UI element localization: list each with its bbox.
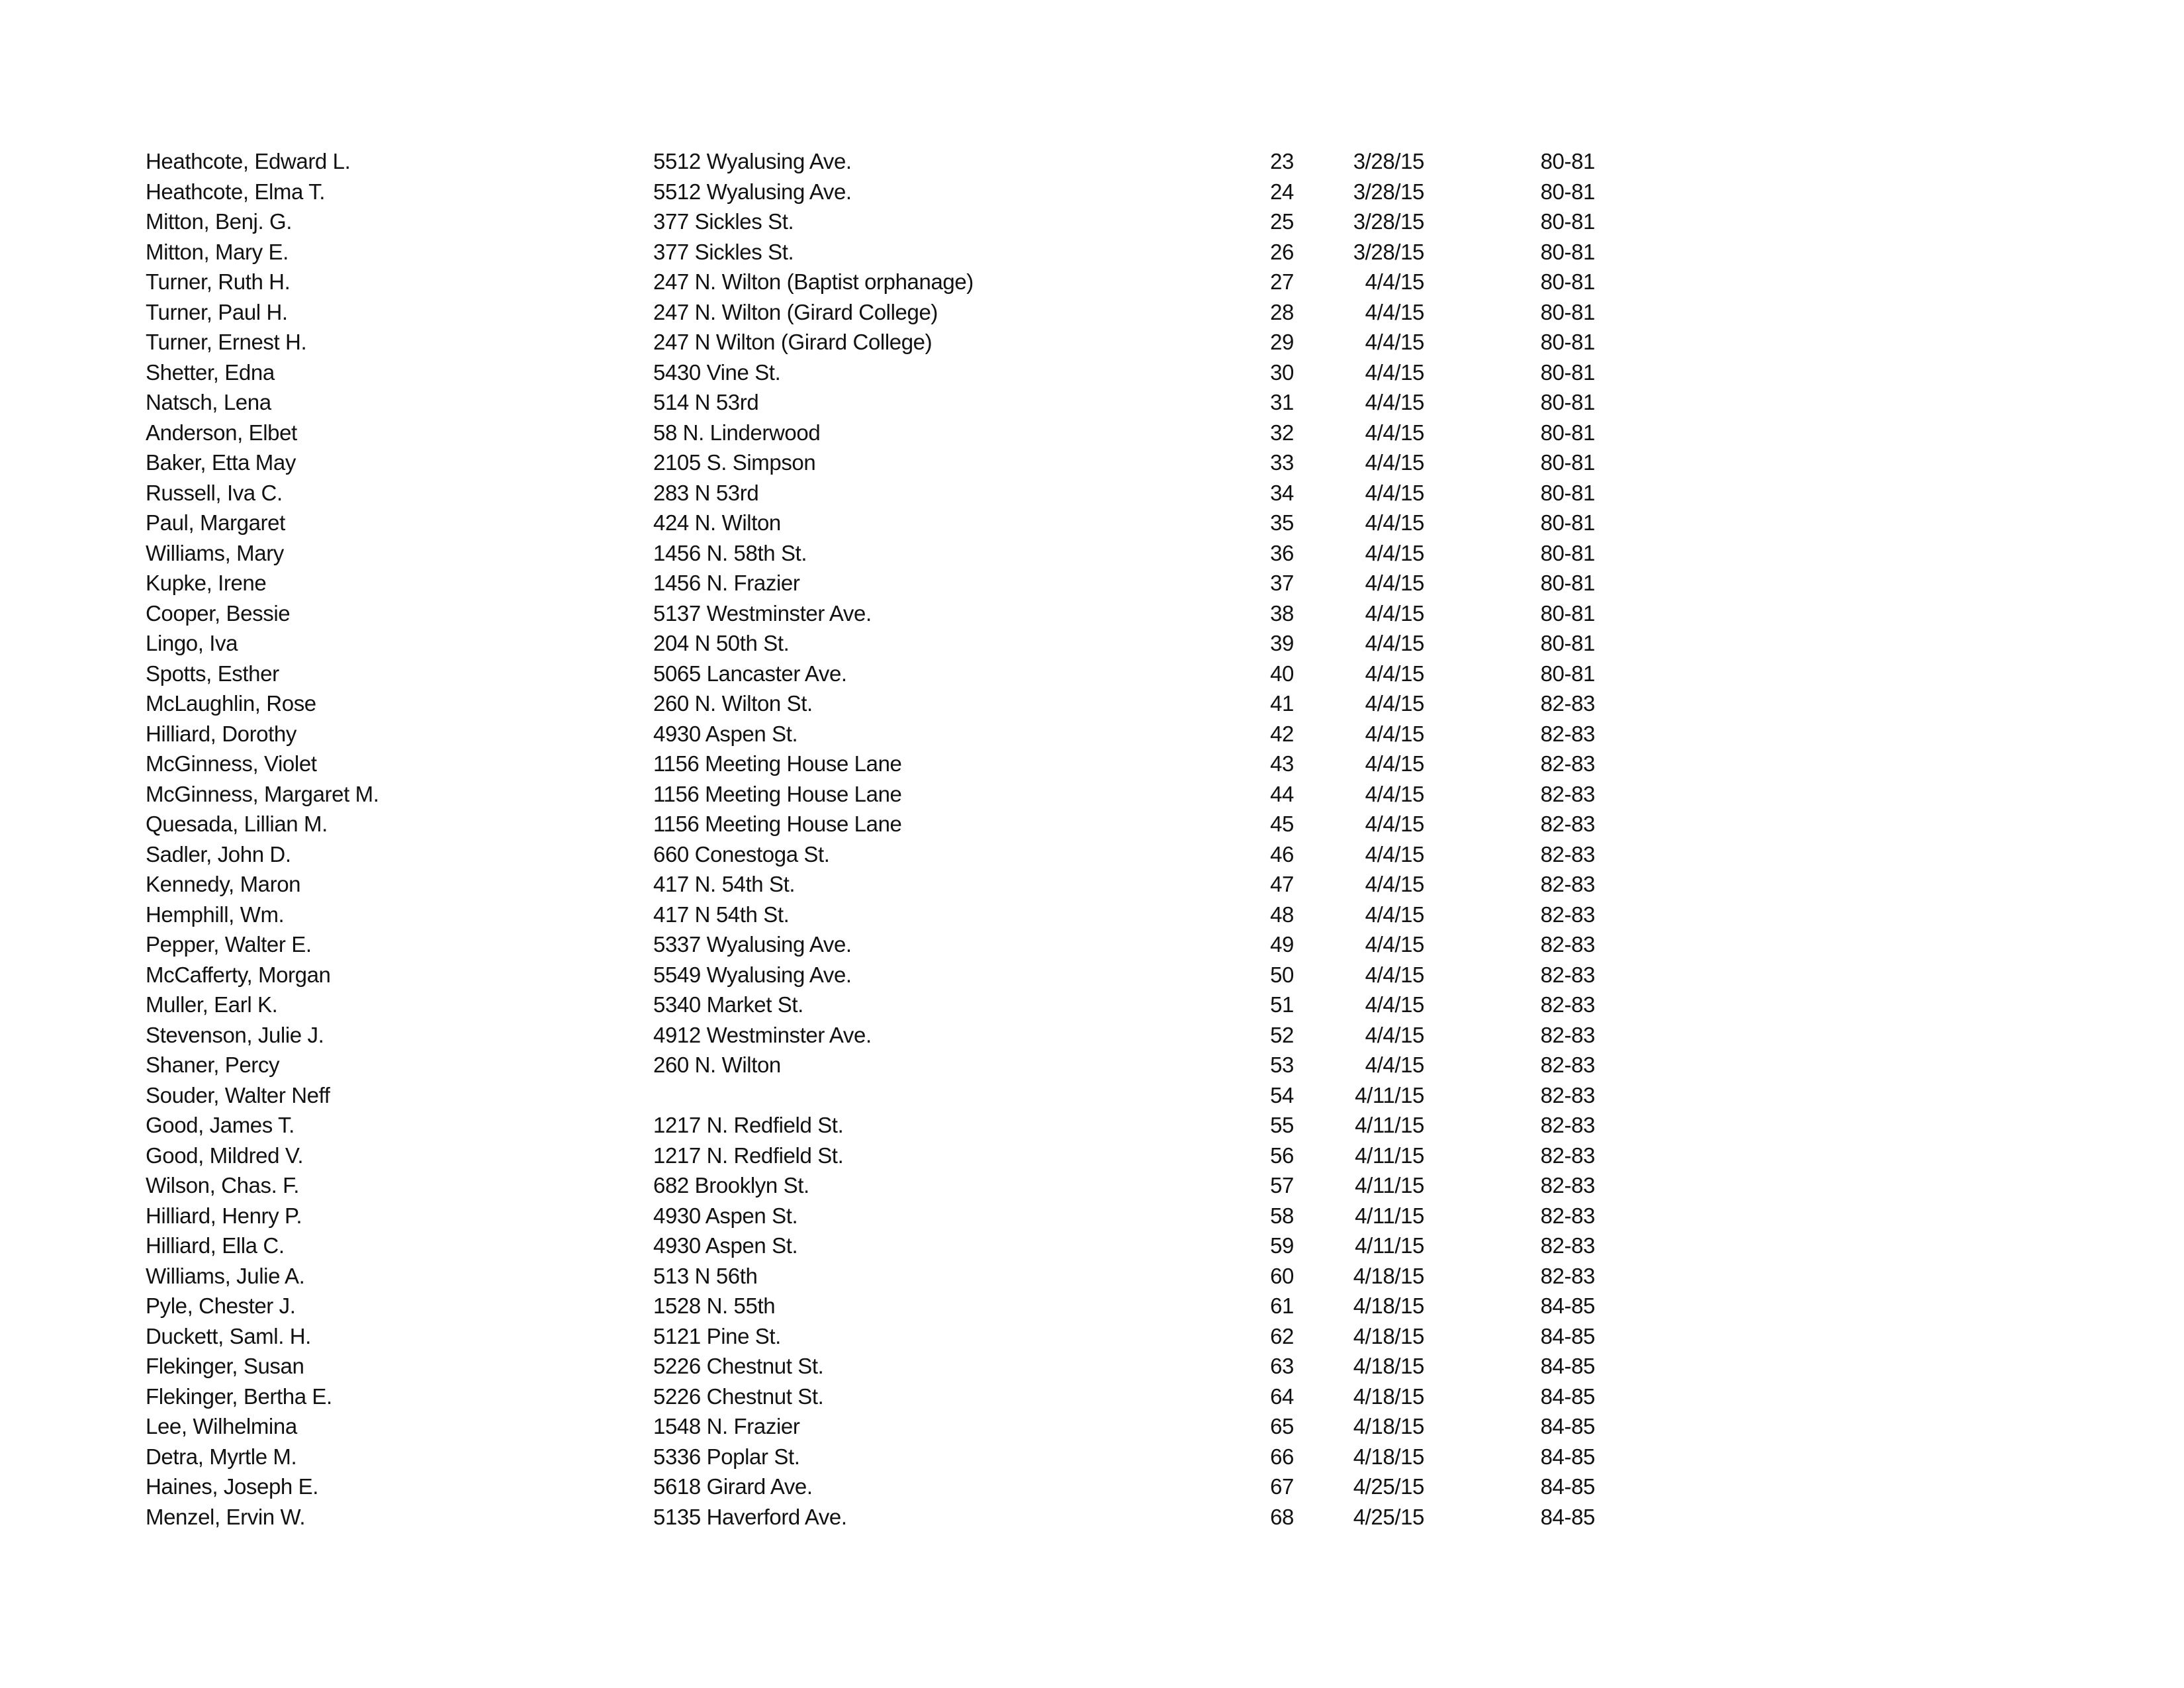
page-range: 80-81 (1540, 330, 1595, 354)
member-address: 5226 Chestnut St. (653, 1354, 824, 1378)
member-name: Russell, Iva C. (146, 480, 283, 505)
entry-date: 4/4/15 (1365, 841, 1424, 867)
member-address: 513 N 56th (653, 1263, 758, 1288)
page-range: 82-83 (1540, 872, 1595, 896)
member-name: Detra, Myrtle M. (146, 1444, 297, 1469)
entry-date: 4/4/15 (1365, 571, 1424, 595)
page-range: 82-83 (1540, 1263, 1595, 1288)
table-row (0, 447, 1595, 478)
page-range: 80-81 (1540, 239, 1595, 264)
entry-number: 29 (1270, 330, 1294, 354)
member-name: Cooper, Bessie (146, 600, 291, 626)
entry-date: 4/4/15 (1365, 299, 1424, 324)
entry-number: 44 (1270, 781, 1294, 806)
member-name: Sadler, John D. (146, 841, 291, 867)
member-name: Shetter, Edna (146, 359, 275, 385)
entry-date: 4/4/15 (1365, 781, 1424, 806)
table-row (0, 659, 1595, 689)
entry-date: 4/4/15 (1365, 420, 1424, 445)
member-name: Pyle, Chester J. (146, 1293, 296, 1318)
member-address: 283 N 53rd (653, 480, 759, 505)
entry-date: 4/4/15 (1365, 269, 1424, 294)
member-address: 1456 N. Frazier (653, 571, 800, 595)
table-row (0, 839, 1595, 870)
table-row (0, 1442, 1595, 1472)
page-range: 80-81 (1540, 631, 1595, 655)
entry-date: 4/4/15 (1365, 721, 1424, 746)
entry-number: 62 (1270, 1323, 1294, 1348)
member-name: Mitton, Mary E. (146, 239, 289, 264)
member-name: Heathcote, Elma T. (146, 179, 325, 204)
entry-number: 38 (1270, 600, 1294, 626)
page-range: 82-83 (1540, 1082, 1595, 1107)
table-row (0, 1201, 1595, 1231)
member-address: 5430 Vine St. (653, 359, 781, 385)
member-name: Williams, Mary (146, 540, 284, 565)
table-row (0, 1382, 1595, 1412)
member-address: 5340 Market St. (653, 992, 803, 1017)
member-name: McLaughlin, Rose (146, 691, 316, 716)
member-name: Turner, Ruth H. (146, 269, 291, 294)
member-address: 1217 N. Redfield St. (653, 1113, 844, 1137)
entry-date: 4/11/15 (1355, 1113, 1424, 1137)
member-name: Lee, Wilhelmina (146, 1414, 297, 1438)
table-row (0, 478, 1595, 508)
entry-date: 3/28/15 (1353, 239, 1424, 264)
table-row (0, 1261, 1595, 1291)
table-row (0, 900, 1595, 930)
table-row (0, 628, 1595, 659)
page-range: 82-83 (1540, 1143, 1595, 1168)
page-range: 80-81 (1540, 179, 1595, 204)
member-name: Souder, Walter Neff (146, 1082, 330, 1107)
entry-number: 61 (1270, 1293, 1294, 1318)
page-range: 82-83 (1540, 721, 1595, 746)
table-row (0, 1291, 1595, 1321)
entry-number: 23 (1270, 149, 1294, 173)
entry-number: 26 (1270, 239, 1294, 264)
page-range: 82-83 (1540, 691, 1595, 716)
member-name: Turner, Ernest H. (146, 330, 307, 354)
member-name: Spotts, Esther (146, 661, 279, 686)
entry-number: 57 (1270, 1173, 1294, 1197)
table-row (0, 327, 1595, 357)
records-table (0, 146, 1595, 1532)
member-name: Flekinger, Bertha E. (146, 1383, 332, 1409)
entry-number: 55 (1270, 1113, 1294, 1137)
member-name: Menzel, Ervin W. (146, 1504, 306, 1529)
member-address: 1156 Meeting House Lane (653, 781, 902, 806)
entry-number: 50 (1270, 962, 1294, 987)
table-row (0, 779, 1595, 810)
table-row (0, 1110, 1595, 1141)
entry-number: 43 (1270, 751, 1294, 776)
page-range: 82-83 (1540, 1022, 1595, 1047)
member-address: 514 N 53rd (653, 390, 759, 414)
entry-date: 4/18/15 (1353, 1354, 1424, 1378)
table-row (0, 1351, 1595, 1382)
entry-date: 4/4/15 (1365, 1022, 1424, 1047)
table-row (0, 387, 1595, 418)
table-row (0, 1080, 1595, 1111)
entry-date: 4/4/15 (1365, 932, 1424, 957)
page-range: 82-83 (1540, 1053, 1595, 1077)
entry-number: 53 (1270, 1053, 1294, 1077)
entry-number: 67 (1270, 1474, 1294, 1499)
member-address: 204 N 50th St. (653, 631, 790, 655)
page-range: 84-85 (1540, 1323, 1595, 1348)
page-range: 84-85 (1540, 1383, 1595, 1409)
entry-date: 4/4/15 (1365, 751, 1424, 776)
table-row (0, 237, 1595, 267)
entry-number: 58 (1270, 1203, 1294, 1228)
member-address: 5121 Pine St. (653, 1323, 781, 1348)
page-range: 80-81 (1540, 149, 1595, 173)
entry-date: 4/11/15 (1355, 1143, 1424, 1168)
page-range: 82-83 (1540, 1233, 1595, 1258)
member-address: 4912 Westminster Ave. (653, 1022, 872, 1047)
entry-date: 4/4/15 (1365, 631, 1424, 655)
entry-number: 59 (1270, 1233, 1294, 1258)
entry-date: 4/4/15 (1365, 962, 1424, 987)
entry-number: 35 (1270, 510, 1294, 535)
member-address: 247 N. Wilton (Baptist orphanage) (653, 269, 974, 294)
entry-number: 41 (1270, 691, 1294, 716)
table-row (0, 869, 1595, 900)
member-name: Stevenson, Julie J. (146, 1022, 324, 1047)
page-range: 82-83 (1540, 812, 1595, 836)
entry-number: 52 (1270, 1022, 1294, 1047)
member-address: 1217 N. Redfield St. (653, 1143, 844, 1168)
entry-number: 33 (1270, 450, 1294, 475)
entry-date: 4/4/15 (1365, 1053, 1424, 1077)
table-row (0, 568, 1595, 598)
entry-date: 4/11/15 (1355, 1233, 1424, 1258)
entry-date: 4/4/15 (1365, 330, 1424, 354)
member-name: Shaner, Percy (146, 1053, 280, 1077)
member-name: Baker, Etta May (146, 450, 296, 475)
member-address: 377 Sickles St. (653, 209, 794, 234)
member-name: Good, Mildred V. (146, 1143, 304, 1168)
member-address: 5512 Wyalusing Ave. (653, 179, 852, 204)
entry-date: 4/4/15 (1365, 359, 1424, 385)
table-row (0, 207, 1595, 237)
page-range: 80-81 (1540, 540, 1595, 565)
entry-date: 4/4/15 (1365, 691, 1424, 716)
table-row (0, 1411, 1595, 1442)
member-name: Hemphill, Wm. (146, 902, 285, 927)
entry-date: 4/4/15 (1365, 872, 1424, 896)
page-range: 82-83 (1540, 841, 1595, 867)
entry-number: 27 (1270, 269, 1294, 294)
page-range: 80-81 (1540, 450, 1595, 475)
member-name: Haines, Joseph E. (146, 1474, 319, 1499)
entry-number: 42 (1270, 721, 1294, 746)
table-row (0, 177, 1595, 207)
table-row (0, 1472, 1595, 1502)
entry-number: 37 (1270, 571, 1294, 595)
entry-number: 68 (1270, 1504, 1294, 1529)
entry-date: 4/4/15 (1365, 510, 1424, 535)
member-address: 4930 Aspen St. (653, 721, 798, 746)
member-address: 5135 Haverford Ave. (653, 1504, 847, 1529)
member-address: 5065 Lancaster Ave. (653, 661, 847, 686)
page-range: 84-85 (1540, 1354, 1595, 1378)
page-range: 80-81 (1540, 571, 1595, 595)
member-address: 1528 N. 55th (653, 1293, 776, 1318)
page-range: 80-81 (1540, 269, 1595, 294)
table-row (0, 538, 1595, 569)
table-row (0, 1170, 1595, 1201)
entry-number: 51 (1270, 992, 1294, 1017)
member-name: Hilliard, Henry P. (146, 1203, 302, 1228)
table-row (0, 1231, 1595, 1261)
member-name: Duckett, Saml. H. (146, 1323, 311, 1348)
member-address: 5226 Chestnut St. (653, 1383, 824, 1409)
table-row (0, 749, 1595, 779)
member-address: 247 N Wilton (Girard College) (653, 330, 933, 354)
member-address: 5618 Girard Ave. (653, 1474, 813, 1499)
entry-number: 34 (1270, 480, 1294, 505)
table-row (0, 1020, 1595, 1051)
member-name: Paul, Margaret (146, 510, 285, 535)
member-name: Lingo, Iva (146, 631, 238, 655)
entry-date: 4/18/15 (1353, 1263, 1424, 1288)
page-range: 82-83 (1540, 1173, 1595, 1197)
member-address: 247 N. Wilton (Girard College) (653, 299, 938, 324)
table-row (0, 598, 1595, 629)
entry-date: 4/4/15 (1365, 600, 1424, 626)
member-address: 1456 N. 58th St. (653, 540, 807, 565)
page-range: 84-85 (1540, 1444, 1595, 1469)
member-name: Williams, Julie A. (146, 1263, 305, 1288)
table-row (0, 688, 1595, 719)
table-row (0, 418, 1595, 448)
entry-date: 4/4/15 (1365, 992, 1424, 1017)
entry-date: 4/18/15 (1353, 1293, 1424, 1318)
page-range: 84-85 (1540, 1414, 1595, 1438)
page-range: 82-83 (1540, 781, 1595, 806)
member-address: 260 N. Wilton (653, 1053, 781, 1077)
entry-number: 46 (1270, 841, 1294, 867)
member-name: Kupke, Irene (146, 571, 267, 595)
page-range: 84-85 (1540, 1293, 1595, 1318)
member-address: 417 N. 54th St. (653, 872, 796, 896)
member-address: 424 N. Wilton (653, 510, 781, 535)
table-row (0, 357, 1595, 388)
entry-number: 49 (1270, 932, 1294, 957)
entry-number: 66 (1270, 1444, 1294, 1469)
member-address: 417 N 54th St. (653, 902, 790, 927)
page-range: 82-83 (1540, 1203, 1595, 1228)
entry-date: 3/28/15 (1353, 209, 1424, 234)
entry-number: 30 (1270, 359, 1294, 385)
page-range: 80-81 (1540, 299, 1595, 324)
member-name: McGinness, Margaret M. (146, 781, 379, 806)
member-name: Pepper, Walter E. (146, 932, 312, 957)
entry-date: 4/18/15 (1353, 1414, 1424, 1438)
entry-number: 32 (1270, 420, 1294, 445)
entry-number: 65 (1270, 1414, 1294, 1438)
table-row (0, 929, 1595, 960)
member-name: Mitton, Benj. G. (146, 209, 293, 234)
member-address: 5512 Wyalusing Ave. (653, 149, 852, 173)
member-address: 5337 Wyalusing Ave. (653, 932, 852, 957)
entry-date: 4/18/15 (1353, 1323, 1424, 1348)
entry-number: 31 (1270, 390, 1294, 414)
page-range: 82-83 (1540, 962, 1595, 987)
table-row (0, 146, 1595, 177)
entry-number: 48 (1270, 902, 1294, 927)
member-address: 260 N. Wilton St. (653, 691, 813, 716)
table-row (0, 1502, 1595, 1532)
entry-date: 4/4/15 (1365, 450, 1424, 475)
table-row (0, 1141, 1595, 1171)
page-range: 80-81 (1540, 600, 1595, 626)
entry-number: 24 (1270, 179, 1294, 204)
entry-number: 60 (1270, 1263, 1294, 1288)
member-address: 1156 Meeting House Lane (653, 812, 902, 836)
table-row (0, 267, 1595, 297)
table-row (0, 809, 1595, 839)
table-row (0, 719, 1595, 749)
member-address: 1156 Meeting House Lane (653, 751, 902, 776)
page-range: 80-81 (1540, 209, 1595, 234)
page-range: 84-85 (1540, 1504, 1595, 1529)
member-address: 682 Brooklyn St. (653, 1173, 809, 1197)
member-address: 1548 N. Frazier (653, 1414, 800, 1438)
entry-date: 4/4/15 (1365, 902, 1424, 927)
table-row (0, 508, 1595, 538)
member-name: Flekinger, Susan (146, 1354, 304, 1378)
member-address: 4930 Aspen St. (653, 1203, 798, 1228)
page-range: 82-83 (1540, 751, 1595, 776)
member-name: Kennedy, Maron (146, 872, 301, 896)
entry-number: 45 (1270, 812, 1294, 836)
member-address: 2105 S. Simpson (653, 450, 816, 475)
entry-number: 54 (1270, 1082, 1294, 1107)
member-address: 660 Conestoga St. (653, 841, 830, 867)
member-name: Turner, Paul H. (146, 299, 288, 324)
entry-date: 4/4/15 (1365, 540, 1424, 565)
page-range: 80-81 (1540, 390, 1595, 414)
page-range: 80-81 (1540, 480, 1595, 505)
entry-number: 40 (1270, 661, 1294, 686)
member-name: Muller, Earl K. (146, 992, 278, 1017)
page-range: 80-81 (1540, 661, 1595, 686)
member-address: 5336 Poplar St. (653, 1444, 800, 1469)
table-row (0, 297, 1595, 328)
entry-number: 56 (1270, 1143, 1294, 1168)
table-row (0, 960, 1595, 990)
entry-date: 4/4/15 (1365, 812, 1424, 836)
member-address: 377 Sickles St. (653, 239, 794, 264)
entry-number: 64 (1270, 1383, 1294, 1409)
entry-date: 4/4/15 (1365, 480, 1424, 505)
member-address: 58 N. Linderwood (653, 420, 821, 445)
entry-date: 4/18/15 (1353, 1444, 1424, 1469)
entry-date: 4/11/15 (1355, 1082, 1424, 1107)
member-name: McGinness, Violet (146, 751, 317, 776)
member-name: Hilliard, Dorothy (146, 721, 296, 746)
member-name: Quesada, Lillian M. (146, 812, 328, 836)
entry-date: 4/11/15 (1355, 1203, 1424, 1228)
page-range: 80-81 (1540, 359, 1595, 385)
member-address: 5549 Wyalusing Ave. (653, 962, 852, 987)
member-name: Good, James T. (146, 1113, 295, 1137)
member-name: Wilson, Chas. F. (146, 1173, 299, 1197)
entry-number: 36 (1270, 540, 1294, 565)
member-name: Heathcote, Edward L. (146, 149, 351, 173)
entry-date: 4/25/15 (1353, 1504, 1424, 1529)
page-range: 80-81 (1540, 420, 1595, 445)
member-name: McCafferty, Morgan (146, 962, 331, 987)
entry-date: 4/4/15 (1365, 390, 1424, 414)
member-name: Hilliard, Ella C. (146, 1233, 285, 1258)
page-range: 80-81 (1540, 510, 1595, 535)
entry-number: 25 (1270, 209, 1294, 234)
entry-date: 4/25/15 (1353, 1474, 1424, 1499)
member-address (653, 1080, 1150, 1111)
entry-number: 47 (1270, 872, 1294, 896)
table-row (0, 990, 1595, 1020)
page-range: 82-83 (1540, 902, 1595, 927)
entry-date: 3/28/15 (1353, 149, 1424, 173)
page-range: 82-83 (1540, 932, 1595, 957)
member-address: 5137 Westminster Ave. (653, 600, 872, 626)
table-row (0, 1050, 1595, 1080)
page-range: 82-83 (1540, 1113, 1595, 1137)
table-row (0, 1321, 1595, 1352)
member-name: Natsch, Lena (146, 390, 271, 414)
entry-number: 39 (1270, 631, 1294, 655)
entry-number: 28 (1270, 299, 1294, 324)
entry-date: 4/18/15 (1353, 1383, 1424, 1409)
entry-number: 63 (1270, 1354, 1294, 1378)
member-address: 4930 Aspen St. (653, 1233, 798, 1258)
page-range: 82-83 (1540, 992, 1595, 1017)
entry-date: 4/11/15 (1355, 1173, 1424, 1197)
page-range: 84-85 (1540, 1474, 1595, 1499)
entry-date: 3/28/15 (1353, 179, 1424, 204)
member-name: Anderson, Elbet (146, 420, 297, 445)
entry-date: 4/4/15 (1365, 661, 1424, 686)
